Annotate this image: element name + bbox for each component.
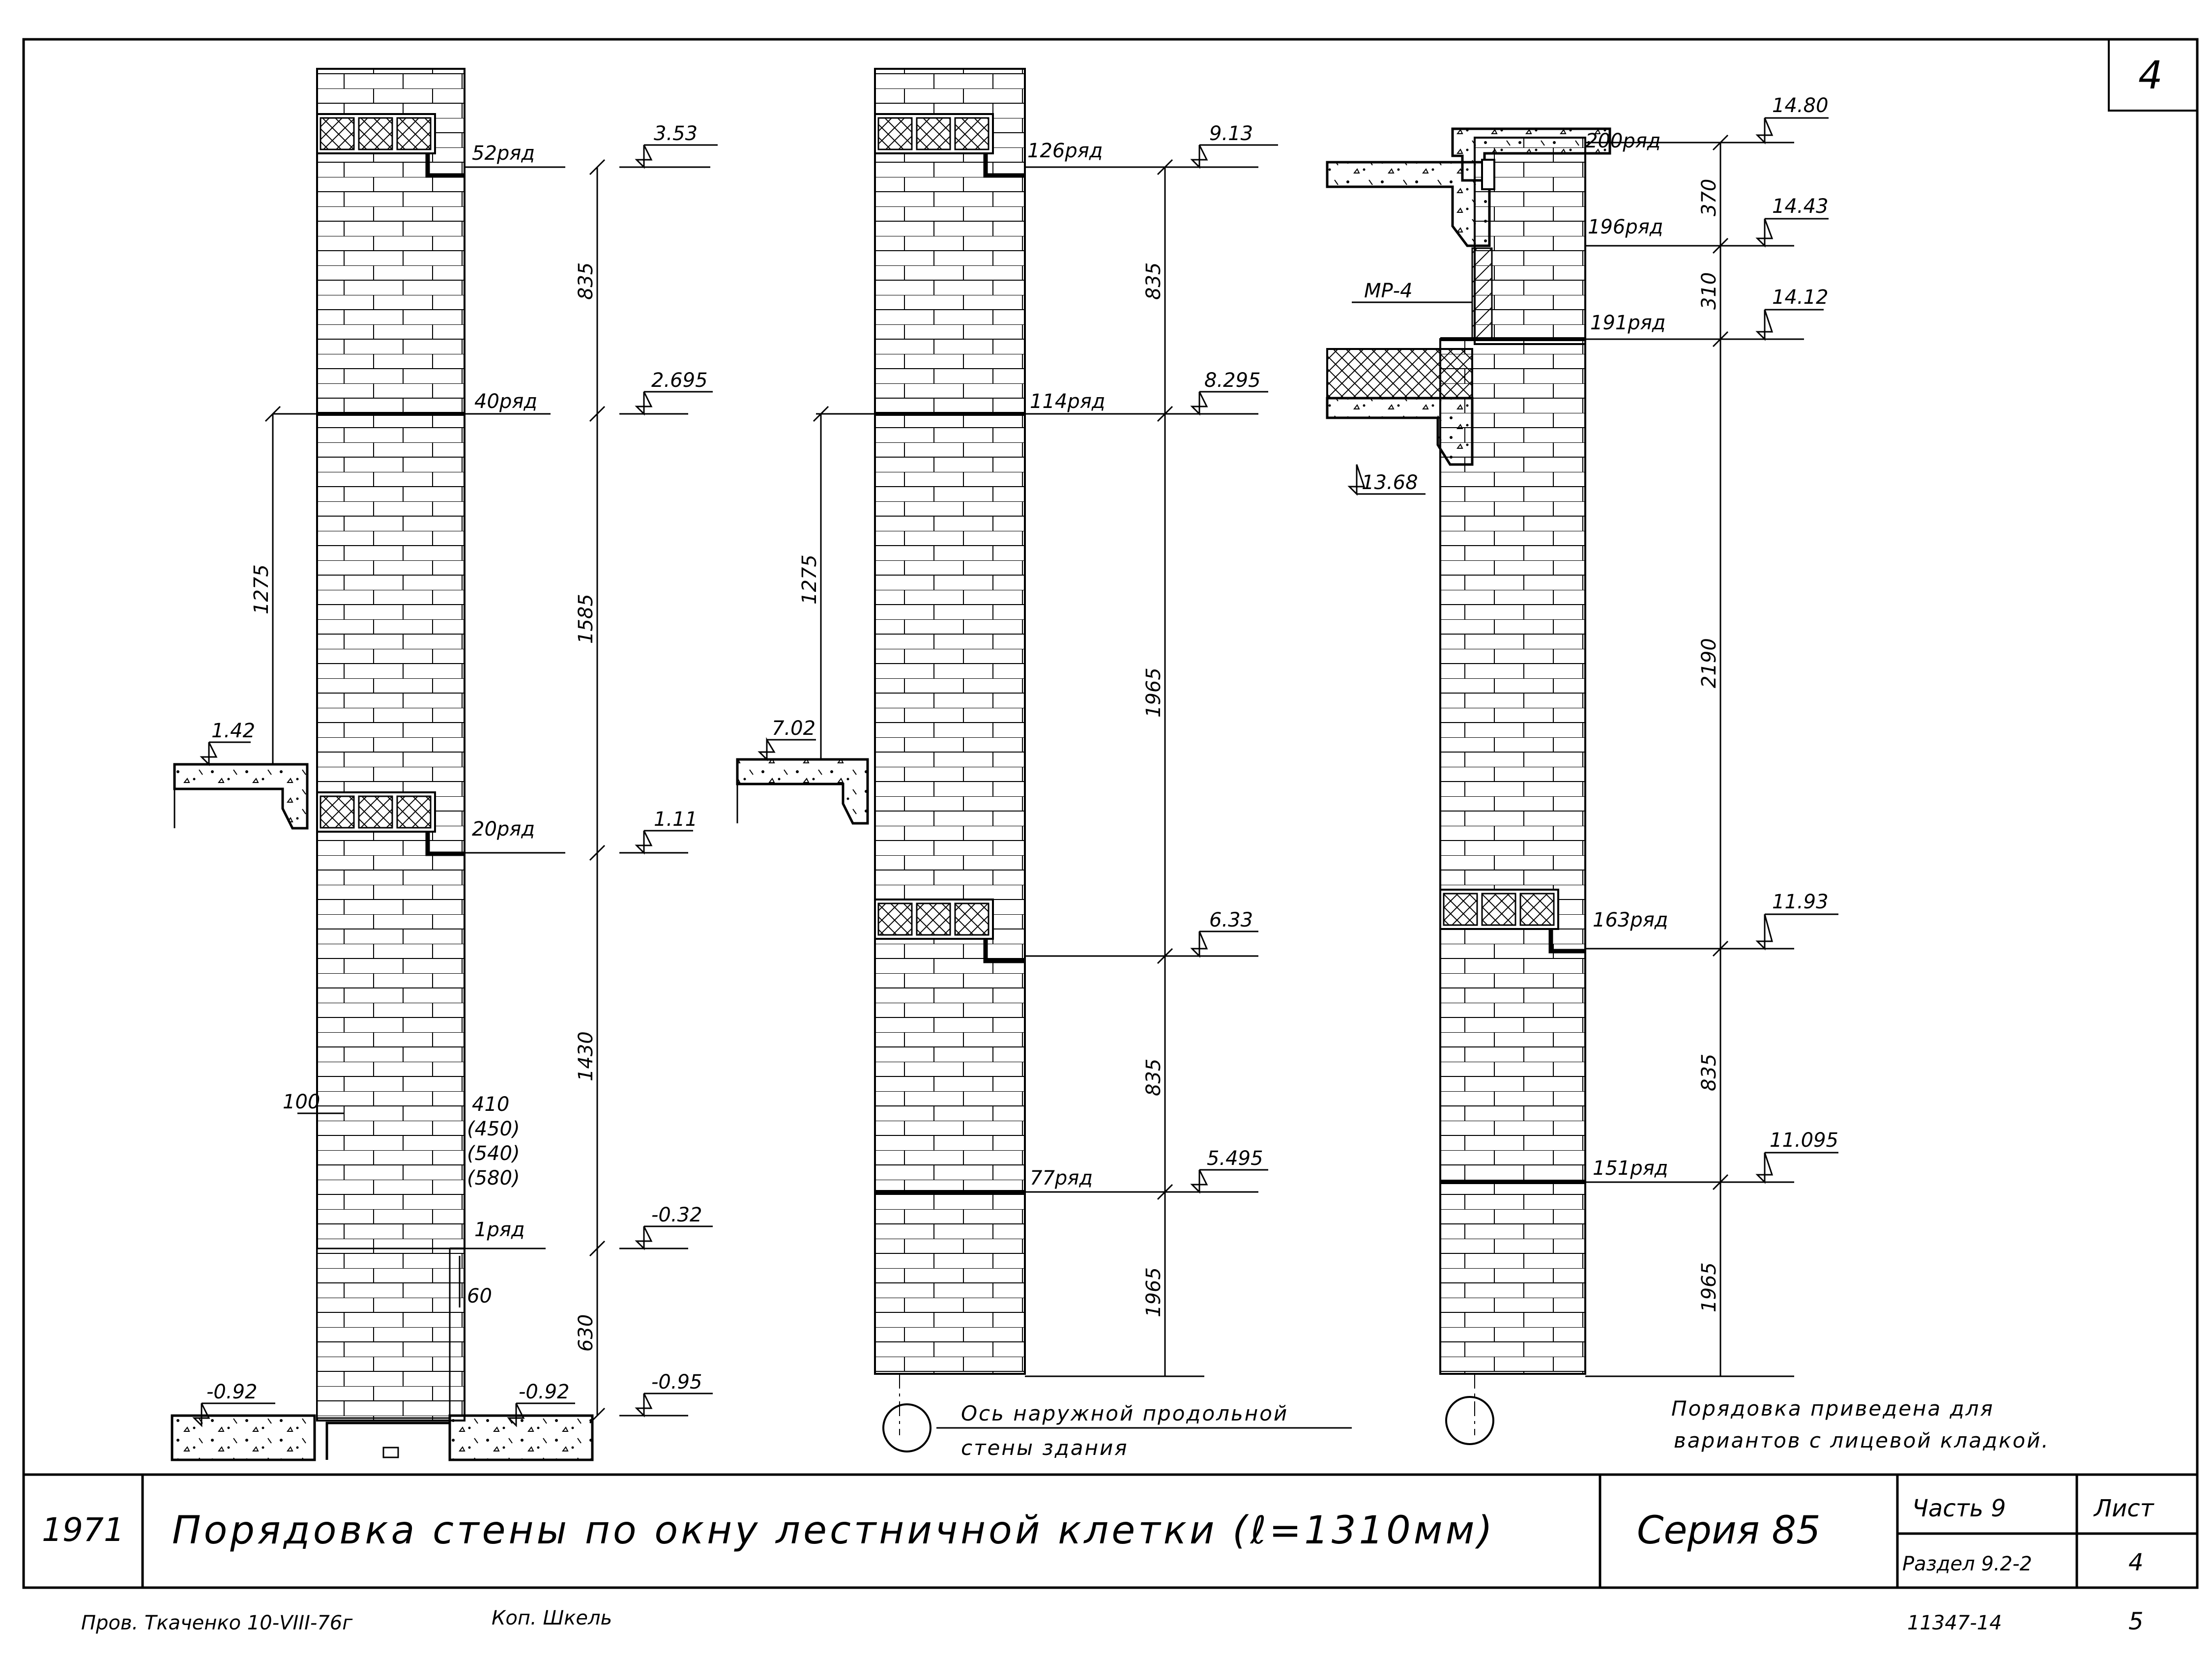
level-9-13: 9.13 [1209,122,1253,145]
wall-3-dimension-labels [1698,179,1720,1312]
wall-thickness-540: (540) [467,1142,520,1165]
level-8-295: 8.295 [1204,369,1261,392]
document-number: 11347-14 [1907,1612,2002,1634]
level-5-495: 5.495 [1207,1147,1263,1170]
sheet-number: 4 [2138,54,2163,98]
dim-1965-bottom: 1965 [1142,1267,1165,1317]
dim-100: 100 [283,1091,320,1113]
wall-thickness-450: (450) [467,1118,520,1140]
row-label-40: 40ряд [474,390,538,413]
level-7-02: 7.02 [772,717,816,740]
wall-1-masonry [317,69,465,1421]
level-14-43: 14.43 [1772,195,1829,218]
dim-1275-2: 1275 [798,554,821,605]
dim-1965-middle: 1965 [1142,667,1165,718]
section: Раздел 9.2-2 [1902,1553,2032,1575]
dim-1275: 1275 [250,564,273,614]
wall-3-section [1327,129,1610,1435]
wall-2-section [737,69,1025,1435]
checked-by: Пров. Ткаченко 10-VIII-76г [81,1612,353,1634]
sheet-value: 4 [2128,1549,2144,1576]
floor-slab-right [450,1416,592,1460]
roof-slab [1327,162,1489,246]
level-minus-0-32: -0.32 [651,1204,702,1226]
row-label-52: 52ряд [472,142,535,165]
wall-3-levels [1349,118,1838,1182]
dim-1965-3: 1965 [1698,1262,1720,1312]
level-6-33: 6.33 [1209,909,1253,931]
dim-370: 370 [1698,178,1720,216]
dim-60: 60 [467,1285,492,1307]
insulation-layer [1327,349,1472,398]
level-11-93: 11.93 [1772,891,1829,913]
general-note-line2: вариантов с лицевой кладкой. [1674,1428,2050,1452]
floor-slab-left [172,1416,315,1460]
row-label-163: 163ряд [1593,909,1668,931]
landing-slab-1 [175,764,307,828]
level-minus-0-92-right: -0.92 [519,1381,570,1403]
sheet-label: Лист [2094,1495,2154,1522]
axis-note-line2: стены здания [961,1436,1129,1460]
level-1-42: 1.42 [211,720,256,742]
row-label-126: 126ряд [1027,140,1103,162]
dim-835-upper: 835 [1142,262,1165,300]
row-label-151: 151ряд [1593,1157,1668,1180]
series: Серия 85 [1637,1509,1821,1553]
dim-310: 310 [1698,272,1720,310]
wall-thickness-580: (580) [467,1167,520,1190]
row-label-114: 114ряд [1030,390,1106,413]
part: Часть 9 [1912,1495,2006,1522]
wall-3-masonry [1440,339,1585,1374]
level-minus-0-92-left: -0.92 [206,1381,258,1403]
title-year: 1971 [42,1511,124,1549]
level-11-095: 11.095 [1770,1129,1838,1152]
dim-1430: 1430 [575,1031,597,1081]
row-label-1: 1ряд [474,1219,525,1241]
level-14-80: 14.80 [1772,94,1829,117]
axis-note-line1: Ось наружной продольной [961,1401,1289,1425]
page-number: 5 [2128,1608,2144,1635]
copied-by: Коп. Шкель [492,1607,612,1629]
mark-mr4: МР-4 [1364,280,1413,302]
row-label-191: 191ряд [1590,312,1666,334]
wall-3-level-labels [1362,94,1838,1152]
roof-slab-lower [1327,398,1472,464]
wall-3-row-marks [1585,130,1671,1182]
dim-835-lower: 835 [1142,1058,1165,1096]
dim-835: 835 [575,262,597,300]
general-note-line1: Порядовка приведена для [1671,1396,1994,1421]
row-label-20: 20ряд [472,818,535,841]
level-2-695: 2.695 [651,369,708,392]
landing-slab-2 [737,759,868,823]
level-minus-0-95: -0.95 [651,1371,702,1393]
axis-circle-2 [1446,1397,1493,1444]
wall-thickness-410: 410 [472,1093,510,1116]
level-1-11: 1.11 [654,808,698,831]
dim-2190: 2190 [1698,638,1720,688]
row-label-196: 196ряд [1588,216,1663,238]
dim-630: 630 [575,1314,597,1352]
dim-1585: 1585 [575,594,597,644]
level-13-68: 13.68 [1362,471,1418,494]
drawing-title: Порядовка стены по окну лестничной клетки (ℓ=1310мм) [172,1509,1495,1553]
wall-2-masonry [875,69,1025,1374]
level-3-53: 3.53 [654,122,698,145]
dim-835-3: 835 [1698,1053,1720,1091]
axis-circle-1 [883,1404,931,1451]
level-14-12: 14.12 [1772,286,1829,309]
row-label-77: 77ряд [1030,1167,1093,1190]
row-label-200: 200ряд [1585,130,1661,152]
wall-1-section [172,69,592,1460]
mr4-element [1472,248,1492,339]
